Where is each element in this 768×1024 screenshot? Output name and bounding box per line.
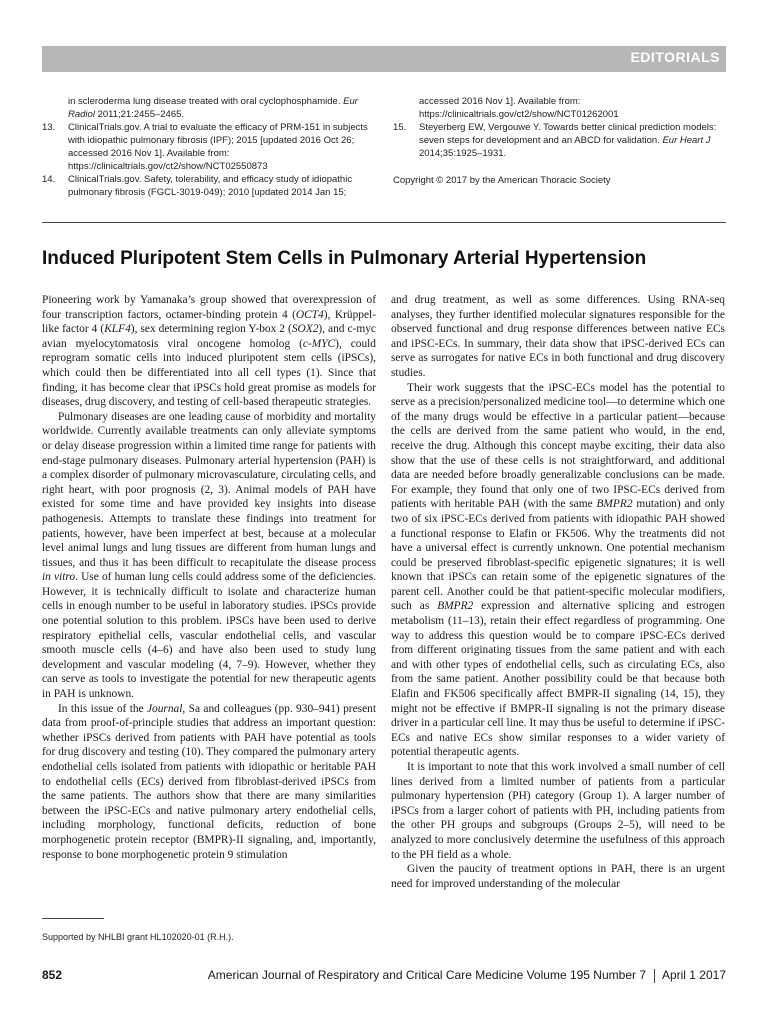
body-paragraph	[42, 702, 376, 863]
section-banner	[42, 46, 726, 74]
page-number: 852	[42, 968, 63, 982]
italic-text: Eur Heart J	[662, 135, 711, 146]
body-paragraph	[42, 293, 376, 410]
text-run: ), sex determining region Y-box 2 (	[130, 323, 292, 336]
text-run: Their work suggests that the iPSC-ECs model has the potential to serve as a precision/personalized medicine tool—to determine which one of the many drugs would be effective in a particular patient—because the cells are derived from the same patient who would, in the end, receive the drug. Although this concept maybe exciting, their data also show that the use of these cells is not straightforward, and additional data are needed before broadly generalizable conclusions can be made. For example, they found that only one of two IPSC-ECs derived from patients with heritable PAH (with the same	[391, 381, 725, 511]
text-run: It is important to note that this work involved a small number of cell lines derived from a limited number of patients from a particular pulmonary hypertension (PH) category (Group 1). A larger number of iPSCs from a larger cohort of patients with PH, including patients from the other PH groups and subgroups (Groups 2–5), will need to be analyzed to more conclusively determine the usefulness of this approach to the PH field as a whole.	[391, 761, 725, 861]
text-run: mutation) and only two of six iPSC-ECs derived from patients with idiopathic PAH showed a functional response to Elafin or FK506. Why the treatments did not have a universal effect is currently unknown. One potential mechanism could be preserved fibroblast-specific epigenetic signatures; it is well known that iPSCs can retain some of the epigenetic signatures of the parent cell. Another could be that patient-specific molecular modifiers, such as	[391, 498, 725, 613]
text-run: ), could reprogram somatic cells into induced pluripotent stem cells (iPSCs), which could then be differentiated into all cell types (1). Since that finding, it has become clear that iPSCs hold great promise as models for diseases, drug discovery, and testing of cell-based therapeutic strategies.	[42, 337, 377, 409]
reference-number: 14.	[42, 174, 56, 185]
italic-text: in vitro	[42, 571, 76, 584]
text-run: ClinicalTrials.gov. A trial to evaluate the efficacy of PRM-151 in subjects with idiopathic pulmonary fibrosis (IPF); 2015 [updated 2016 Oct 26; accessed 2016 Nov 1]. Available from: https://clinicaltrials.gov/ct2/show/NCT02550873	[68, 122, 368, 172]
funding-footnote: Supported by NHLBI grant HL102020-01 (R.H.).	[42, 932, 234, 942]
reference-entry	[393, 121, 725, 160]
text-run: , Sa and colleagues (pp. 930–941) present data from proof-of-principle studies that address an important question: whether iPSCs derived from patients with PAH have potential as tools for drug discovery and testing (10). They compared the pulmonary artery endothelial cells isolated from patients with idiopathic or heritable PAH to endothelial cells (ECs) derived from fibroblast-derived iPSCs from the same patients. The authors show that there are many similarities between the iPSC-ECs and native pulmonary artery endothelial cells, including morphology, functional deficits, reduction of bone morphogenetic protein receptor (BMPR)-II signaling, and, importantly, response to bone morphogenetic protein 9 stimulation	[42, 702, 376, 861]
body-paragraph	[42, 410, 376, 702]
footer-separator	[654, 969, 655, 983]
body-paragraph	[391, 862, 725, 891]
text-run: Pulmonary diseases are one leading cause of morbidity and mortality worldwide. Currently available treatments can only alleviate symptoms or delay disease progression within a limited time range for patients with end-stage pulmonary diseases. Pulmonary arterial hypertension (PAH) is a complex disorder of pulmonary microvasculature, circulating cells, and right heart, with poor prognosis (2, 3). Animal models of PAH have existed for some time and have provided key insights into disease pathogenesis. Attempts to translate these findings into treatment for patients, however, have been imperfect at best, because at a molecular level animal lungs and lung tissues are different from human lungs and tissues, and thus it has been difficult to recapitulate the disease process	[42, 410, 376, 569]
body-paragraph	[391, 381, 725, 760]
reference-entry	[42, 95, 374, 121]
issue-date: April 1 2017	[661, 968, 726, 982]
reference-list-left	[42, 95, 374, 199]
reference-list-right	[393, 95, 725, 187]
text-run: in scleroderma lung disease treated with oral cyclophosphamide.	[68, 96, 344, 107]
italic-text: KLF4	[104, 323, 131, 336]
reference-entry	[393, 95, 725, 121]
text-run: Given the paucity of treatment options in PAH, there is an urgent need for improved understanding of the molecular	[391, 863, 725, 890]
reference-entry	[42, 173, 374, 199]
text-run: 2011;21:2455–2465.	[94, 109, 185, 120]
body-column-right	[391, 293, 725, 891]
italic-text: OCT4	[295, 308, 324, 321]
italic-text: Journal	[146, 702, 183, 715]
italic-text: SOX2	[291, 323, 319, 336]
text-run: Steyerberg EW, Vergouwe Y. Towards better clinical prediction models: seven steps for development and an ABCD for validation.	[419, 122, 717, 146]
section-divider	[42, 222, 726, 223]
text-run: In this issue of the	[58, 702, 147, 715]
italic-text: c-MYC	[302, 337, 336, 350]
italic-text: BMPR2	[437, 600, 474, 613]
body-paragraph	[391, 760, 725, 862]
page-footer	[42, 968, 726, 984]
italic-text: BMPR2	[596, 498, 633, 511]
italic-text: Eur Radiol	[68, 96, 358, 120]
section-label: EDITORIALS	[630, 49, 720, 65]
article-title: Induced Pluripotent Stem Cells in Pulmonary Arterial Hypertension	[42, 248, 647, 269]
text-run: . Use of human lung cells could address some of the deficiencies. However, it is technically difficult to isolate and characterize human cells in enough number to be useful in laboratory studies. iPSCs provide one potential solution to this problem. iPSCs have been used to derive respiratory epithelial cells, vascular endothelial cells, and vascular smooth muscle cells (4–6) and have also been used to study lung development and vascular modeling (4, 7–9). However, whether they can serve as tools to investigate the potential for new therapeutic agents in PAH is unknown.	[42, 571, 376, 701]
text-run: ClinicalTrials.gov. Safety, tolerability, and efficacy study of idiopathic pulmonary fibrosis (FGCL-3019-049); 2010 [updated 2014 Jan 15;	[68, 174, 353, 198]
reference-entry	[42, 121, 374, 173]
reference-number: 15.	[393, 122, 407, 133]
text-run: Pioneering work by Yamanaka’s group showed that overexpression of four transcription factors, octamer-binding protein 4 (	[42, 294, 376, 321]
text-run: expression and alternative splicing and estrogen metabolism (11–13), retain their effect regardless of programming. One way to address this question would be to compare iPSC-ECs derived from different originating tissues from the same patient and with each and with other types of endothelial cells, such as circulating ECs, also from the same patient. Another possibility could be that because both Elafin and FK506 specifically affect BMPR-II signaling (14, 15), they might not be effective if BMPR-II signaling is not the primary disease driver in a particular cell line. It may thus be useful to determine if iPSC-ECs and native ECs show similar responses to a wider variety of potential therapeutic agents.	[391, 600, 725, 759]
copyright-notice: Copyright © 2017 by the American Thoracic Society	[393, 175, 611, 186]
text-run: and drug treatment, as well as some differences. Using RNA-seq analyses, they further identified molecular signatures responsible for the observed functional and drug response differences between native ECs and iPSC-ECs. In summary, their data show that iPSC-derived ECs can serve as surrogates for native ECs in both functional and drug discovery studies.	[391, 294, 725, 379]
journal-citation: American Journal of Respiratory and Critical Care Medicine Volume 195 Number 7	[207, 968, 646, 982]
text-run: ), Krüppel-like factor 4 (	[42, 308, 376, 336]
text-run: ), and c-myc avian myelocytomatosis viral oncogene homolog (	[42, 323, 376, 350]
text-run: 2014;35:1925–1931.	[419, 148, 507, 159]
body-column-left	[42, 293, 376, 862]
body-paragraph	[391, 293, 725, 381]
footnote-divider	[42, 918, 104, 919]
text-run: accessed 2016 Nov 1]. Available from: https://clinicaltrials.gov/ct2/show/NCT01262001	[419, 96, 619, 120]
reference-number: 13.	[42, 122, 56, 133]
